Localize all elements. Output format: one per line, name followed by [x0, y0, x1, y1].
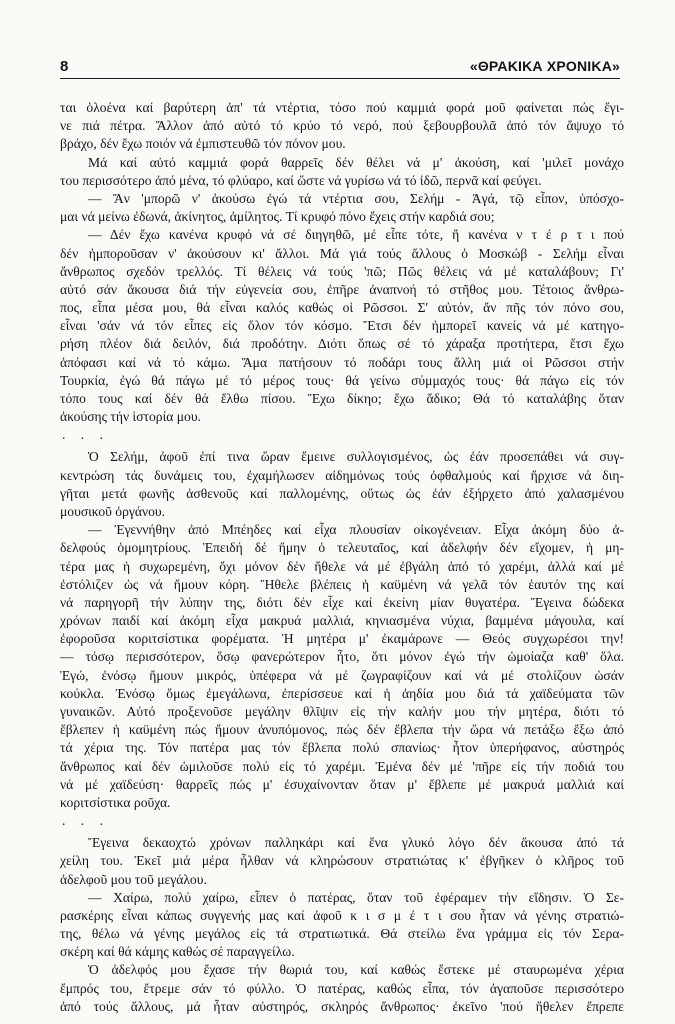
- text-line: νά παρηγορῆ τήν λύπην της, διότι δέν εἶχε καί ἐκείνη μίαν θυγατέρα. Ἔγεινα δώδεκα: [60, 594, 624, 610]
- section-separator: . . .: [62, 813, 109, 829]
- text-line: κοριτσίστικα ροῦχα.: [60, 794, 171, 810]
- paragraph: [60, 961, 624, 1016]
- text-line: εἶναι 'σάν νά τόν εἶπες εἰς ὅλον τόν κόσμο. Ἔτσι δέν ἠμπορεῖ κανείς νά μέ κατηγο-: [60, 318, 624, 334]
- text-line: σκέρη καί θά κάμης καθώς σέ παραγγείλω.: [60, 944, 295, 960]
- paragraph: [60, 448, 624, 521]
- text-line: κεντρώση τάς δυνάμεις του, ἐχαμήλωσεν αἰδημόνως τούς ὀφθαλμούς καί ἤρχισε νά διη-: [60, 467, 624, 483]
- text-line: ρήση πλέον διά δειλόν, διά προδότην. Διότι ὅπως σέ τό χάραξα προτήτερα, ἔτσι ἔχω: [60, 336, 624, 352]
- text-line: — Ἄν 'μπορῶ ν' ἀκούσω ἐγώ τά ντέρτια σου, Σελήμ - Ἀγά, τῷ εἶπον, ὑπόσχο-: [88, 190, 624, 206]
- text-line: ἐστόλιζεν ὡς νά ἤμουν κόρη. Ἤθελε βλέπεις ἡ καϋμένη νά γελᾶ τόν ἑαυτόν της καί: [60, 576, 624, 592]
- text-line: αὐτό σάν ἄκουσα διά τήν εὐγενεία σου, ἐπῆρε ἀναπνοή τό στῆθος μου. Τέτοιος ἄνθρω-: [60, 281, 624, 297]
- text-line: δελφούς ὁμομητρίους. Ἐπειδή δέ ἤμην ὁ τελευταῖος, καί ἀδελφήν δέν εἴχομεν, ἡ μη-: [60, 540, 624, 556]
- text-line: του περισσότερο ἀπό μένα, τό φλύαρο, καί ὥστε νά γυρίσω νά τό ἰδῶ, περνᾶ καί φεύγει.: [60, 172, 542, 188]
- article-body: [60, 99, 624, 1016]
- text-line: — Δέν ἔχω κανένα κρυφό νά σέ διηγηθῶ, μέ εἶπε τότε, ἤ κανένα ν τ έ ρ τ ι πού: [88, 227, 624, 243]
- page-header: [60, 58, 620, 79]
- text-line: γῆται μετά φωνῆς ἀσθενοῦς καί παλλομένης, οὕτως ὡς ἐάν ἐξήρχετο ἀπό χαλασμένου: [60, 485, 624, 501]
- text-line: χείλη του. Ἐκεῖ μιά μέρα ἦλθαν νά κληρώσουν στρατιώτας κ' ἐβγῆκεν ὁ κλῆρος τοῦ: [60, 853, 624, 869]
- paragraph: [60, 889, 624, 962]
- text-line: τόπο τους καί δέν θά ἔλθω πίσου. Ἔχω δίκηο; ἔχω ἄδικο; Θά τό καταλάβης ὅταν: [60, 391, 624, 406]
- page-number: 8: [60, 58, 69, 75]
- paragraph: [60, 154, 624, 190]
- text-line: Ἐγώ, ἐνόσῳ ἤμουν μικρός, ὑπέφερα νά μέ ζωγραφίζουν καί νά μέ στολίζουν ὡσάν: [60, 667, 624, 683]
- text-line: ται ὁλοένα καί βαρύτερη ἀπ' τά ντέρτια, τόσο πού καμμιά φορά μοῦ φαίνεται πώς ἔγι-: [60, 100, 624, 115]
- text-line: ἔβλεπεν ἡ καϋμένη πώς ἤμουν ἀνυπόμονος, πώς δέν ἔβλεπα τήν ὥρα νά πετάξω ἔξω ἀπό: [60, 722, 624, 738]
- text-line: Τουρκία, ἐγώ θά πάγω μέ τό μέρος τους· θά γείνω σύμμαχός τους· θά πάγω εἰς τόν: [60, 372, 624, 388]
- text-line: ἐφοροῦσα κοριτσίστικα φορέματα. Ἡ μητέρα μ' ἐκαμάρωνε — Θεός συγχωρέσοι την!: [60, 631, 624, 647]
- text-line: δέν ἠμποροῦσαν ν' ἀκούσουν κι' ἄλλοι. Μά γιά τούς ἄλλους ὁ Μοσκώβ - Σελήμ εἶναι: [60, 245, 624, 261]
- text-line: πος, εἶπα μέσα μου, θά εἶναι καλός καθώς οἱ Ρῶσσοι. Σ' αὐτόν, ἄν πῆς τόν πόνο σου,: [60, 300, 624, 316]
- text-line: τά χέρια της. Τόν πατέρα μας τόν ἔβλεπα πολύ σπανίως· ἦτον ὑπερήφανος, αὐστηρός: [60, 740, 624, 756]
- paragraph: [60, 226, 624, 426]
- text-line: Μά καί αὐτό καμμιά φορά θαρρεῖς δέν θέλει νά μ' ἀκούση, καί 'μιλεῖ μονάχο: [88, 154, 624, 170]
- text-line: — Ἐγεννήθην ἀπό Μπέηδες καί εἶχα πλουσίαν οἰκογένειαν. Εἶχα ἀκόμη δύο ἀ-: [88, 522, 624, 538]
- section-separator: . . .: [62, 427, 109, 443]
- text-line: της, θέλω νά γένης μεγάλος εἰς τά στρατιωτικά. Θά στείλω ἕνα γράμμα εἰς τόν Σερα-: [60, 926, 624, 942]
- paragraph: [60, 521, 624, 812]
- text-line: ἄνθρωπος καί δέν ὡμιλοῦσε πολύ εἰς τό χαρέμι. Ἐμένα δέν μέ 'πῆρε εἰς τήν ποδιά του: [60, 758, 624, 774]
- text-line: ἀκούσης τήν ἱστορία μου.: [60, 409, 201, 425]
- text-line: βράχο, δέν ἔχω ποιόν νά ἐμπιστευθῶ τόν πόνον μου.: [60, 136, 346, 152]
- text-line: μουσικοῦ ὀργάνου.: [60, 503, 166, 519]
- paragraph: [60, 190, 624, 226]
- text-line: Ὁ ἀδελφός μου ἔχασε τήν θωριά του, καί καθώς ἔστεκε μέ σταυρωμένα χέρια: [88, 962, 624, 978]
- text-line: Ὁ Σελήμ, ἀφοῦ ἐπί τινα ὥραν ἔμεινε συλλογισμένος, ὡς ἐάν προσεπάθει νά συγ-: [88, 449, 624, 465]
- text-line: — Χαίρω, πολύ χαίρω, εἶπεν ὁ πατέρας, ὅταν τοῦ ἐφέραμεν τήν εἴδησιν. Ὁ Σε-: [88, 889, 624, 905]
- text-line: κούκλα. Ἐνόσῳ ὅμως ἐμεγάλωνα, ἐπερίσσευε καί ἡ ἀηδία μου διά τά χαϊδεύματα τῶν: [60, 685, 624, 701]
- text-line: ἀπόφασι καί νά τό κάμω. Ἅμα πατήσουν τό ποδάρι τους ἄλλη μιά οἱ Ρῶσσοι στήν: [60, 354, 624, 370]
- paragraph: [60, 99, 624, 154]
- text-line: — τόσῳ περισσότερον, ὅσῳ φανερώτερον ἦτο, ὅτι μόνον ἐγώ τήν ὡμοίαζα καθ' ὅλα.: [60, 649, 624, 665]
- text-line: ρασκέρης εἶναι κάπως συγγενής μας καί ἀφοῦ κ ι σ μ έ τ ι σου ἦταν νά γένης στρατιώ-: [60, 907, 624, 923]
- text-line: νά μέ χαϊδεύση· θαρρεῖς πώς μ' ἐσυχαίνονταν ὅταν μ' ἔβλεπε μέ μακρυά μαλλιά καί: [60, 776, 624, 792]
- text-line: ἄνθρωπος σχεδόν τρελλός. Τί θέλεις νά τούς 'πῶ; Πῶς θέλεις νά μέ καταλάβουν; Γι': [60, 263, 624, 279]
- journal-title: «ΘΡΑΚΙΚΑ ΧΡΟΝΙΚΑ»: [469, 58, 620, 74]
- text-line: γυναικῶν. Αὐτό προξενοῦσε μεγάλην θλῖψιν εἰς τήν καλήν μου τήν μητέρα, διότι τό: [60, 704, 624, 719]
- text-line: ἔμπρός του, ἔτρεμε σάν τό φύλλο. Ὁ πατέρας, καθώς εἶπα, τόν ἀγαποῦσε περισσότερο: [60, 980, 624, 996]
- paragraph: [60, 834, 624, 889]
- text-line: χρόνων παιδί καί ἀκόμη εἶχα μακρυά μαλλιά, κηνιασμένα νύχια, βαμμένα μάγουλα, καί: [60, 613, 624, 629]
- text-line: μαι νά μείνω ἐδωνά, ἀκίνητος, ἀμίλητος. Τί κρυφό πόνο ἔχεις στήν καρδιά σου;: [60, 209, 495, 225]
- text-line: τέρα μας ἡ συχωρεμένη, ὄχι μόνον δέν ἤθελε νά μέ ἐβγάλη ἀπό τό χαρέμι, ἀλλά καί μέ: [60, 558, 624, 574]
- text-line: νε πιά πέτρα. Ἄλλον ἀπό αὐτό τό κρύο τό νερό, πού ξεβουρβουλᾶ ἀπό τόν ἄψυχο τό: [60, 118, 624, 134]
- text-line: Ἔγεινα δεκαοχτώ χρόνων παλληκάρι καί ἕνα γλυκό λόγο δέν ἄκουσα ἀπό τά: [88, 835, 624, 851]
- text-line: ἀδελφοῦ μου τοῦ μεγάλου.: [60, 871, 207, 887]
- text-line: ἀπό τούς ἄλλους, μά ἦταν αὐστηρός, σκληρός ἄνθρωπος· ἐκεῖνο 'πού ἤθελεν ἔπρεπε: [60, 998, 624, 1014]
